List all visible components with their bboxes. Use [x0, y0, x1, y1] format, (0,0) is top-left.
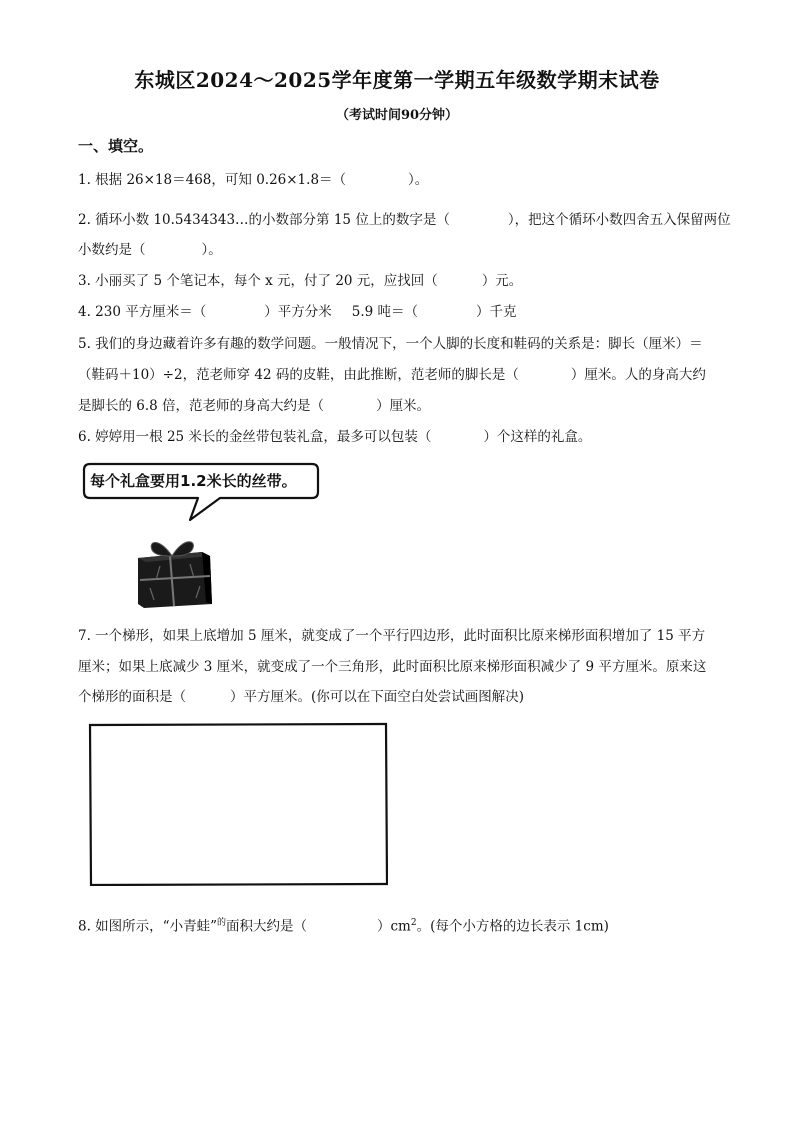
drawing-area — [88, 722, 388, 886]
question-2-line-2: 小数约是（ ）。 — [78, 242, 222, 258]
exam-duration: （考试时间90分钟） — [335, 108, 459, 123]
bubble-text: 每个礼盒要用1.2米长的丝带。 — [90, 472, 297, 490]
question-3: 3. 小丽买了 5 个笔记本，每个 x 元，付了 20 元，应找回（ ）元。 — [78, 273, 523, 289]
question-5-line-3: 是脚长的 6.8 倍，范老师的身高大约是（ ）厘米。 — [78, 398, 431, 414]
exam-title: 东城区2024～2025学年度第一学期五年级数学期末试卷 — [134, 68, 660, 92]
question-8: 8. 如图所示，“小青蛙”$^的$面积大约是（ ）$cm^2$。(每个小方格的边长表示 1cm) — [78, 918, 609, 935]
question-7-line-1: 7. 一个梯形，如果上底增加 5 厘米，就变成了一个平行四边形，此时面积比原来梯形面积增加了 15 平方 — [78, 628, 706, 644]
question-5-line-2: （鞋码＋10）÷2，范老师穿 42 码的皮鞋，由此推断，范老师的脚长是（ ）厘米。人的身高大约 — [78, 367, 706, 383]
question-1: 1. 根据 26×18＝468，可知 0.26×1.8＝（ ）。 — [78, 172, 429, 188]
question-7-line-2: 厘米；如果上底减少 3 厘米，就变成了一个三角形，此时面积比原来梯形面积减少了 9 平方厘米。原来这 — [78, 659, 707, 675]
question-7-line-3: 个梯形的面积是（ ）平方厘米。(你可以在下面空白处尝试画图解决) — [78, 689, 525, 705]
question-5-line-1: 5. 我们的身边藏着许多有趣的数学问题。一般情况下，一个人脚的长度和鞋码的关系是：脚长（厘米）＝ — [78, 336, 703, 352]
question-2-line-1: 2. 循环小数 10.5434343…的小数部分第 15 位上的数字是（ ），把这个循环小数四舍五入保留两位 — [78, 212, 731, 228]
section-heading-fill-in: 一、填空。 — [78, 137, 154, 155]
question-6: 6. 婷婷用一根 25 米长的金丝带包装礼盒，最多可以包装（ ）个这样的礼盒。 — [78, 429, 592, 445]
gift-box-icon — [130, 530, 220, 610]
question-4: 4. 230 平方厘米＝（ ）平方分米 5.9 吨＝（ ）千克 — [78, 304, 517, 320]
